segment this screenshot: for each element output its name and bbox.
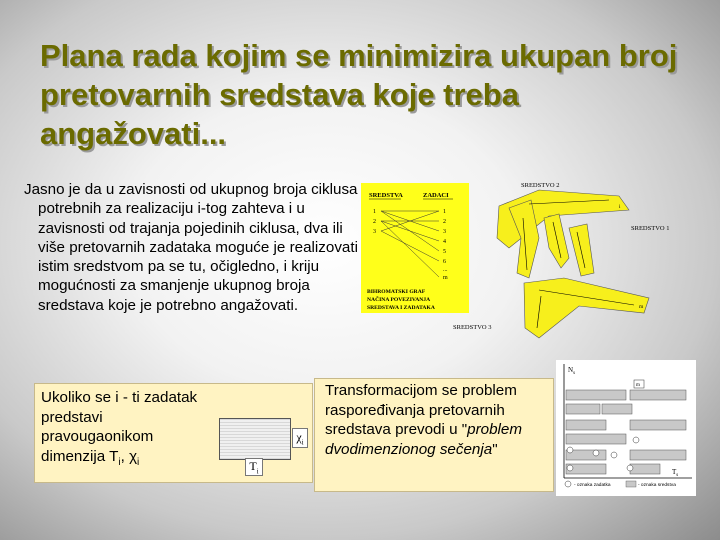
left-node-labels	[373, 209, 376, 235]
box-left-text-prefix: Ukoliko se i - ti zadatak predstavi pravougaonikom dimenzija T	[41, 389, 198, 465]
caption-line-3: SREDSTAVA I ZADATAKA	[367, 305, 435, 311]
bipartite-edges	[381, 211, 439, 277]
bipartite-graph-panel	[361, 183, 469, 313]
rect-height-label: $\chi_i$	[292, 428, 308, 448]
sredstvo-1-label: SREDSTVO 1	[631, 225, 670, 232]
cutting-diagram-panel	[556, 360, 696, 496]
sredstva-cycle-figure	[453, 178, 689, 358]
box-left-sub-t: i	[118, 456, 121, 468]
legend-sredstvo: - oznaka sredstva	[638, 483, 676, 488]
cutting-diagram-figure	[556, 360, 696, 496]
task-rectangle	[219, 418, 291, 460]
box-right	[314, 378, 554, 492]
legend-zadatak: - oznaka zadatka	[574, 483, 611, 488]
left-node-3: 3	[373, 229, 376, 235]
right-node-dots: ...	[443, 267, 448, 273]
right-node-5: 5	[443, 249, 446, 255]
marker-m-box: m	[636, 383, 640, 388]
right-node-2: 2	[443, 219, 446, 225]
box-right-text	[325, 381, 547, 459]
right-node-1: 1	[443, 209, 446, 215]
x-axis-label: $T_s$	[672, 468, 679, 478]
legend	[565, 481, 676, 488]
marker-m: m	[639, 304, 644, 310]
rect-width-label: $T_i$	[245, 458, 263, 476]
right-node-m: m	[443, 275, 448, 281]
y-axis-label: $N_s$	[568, 366, 576, 376]
graph-caption	[367, 289, 435, 311]
slide-title: Plana rada kojim se minimizira ukupan broj pretovarnih sredstava koje treba angažovati...	[40, 38, 678, 151]
gray-rectangles	[566, 390, 686, 474]
sredstvo-3-label: SREDSTVO 3	[453, 324, 492, 331]
box-left-sub-chi: i	[137, 456, 140, 468]
right-node-3: 3	[443, 229, 446, 235]
right-node-4: 4	[443, 239, 446, 245]
box-right-text-end: "	[492, 440, 498, 458]
box-left-text	[41, 388, 201, 472]
sredstva-cycle-diagram	[453, 178, 689, 358]
caption-line-2: NAČINA POVEZIVANJA	[367, 297, 431, 303]
box-left-text-mid: , χ	[120, 447, 138, 465]
right-node-labels	[443, 209, 448, 281]
left-node-2: 2	[373, 219, 376, 225]
sredstvo-2-label: SREDSTVO 2	[521, 182, 560, 189]
box-right-text-plain: Transformacijom se problem raspoređivanja pretovarnih sredstava prevodi u "	[325, 382, 517, 438]
bipartite-graph-figure	[361, 183, 469, 313]
col-zadaci-label: ZADACI	[423, 192, 449, 199]
box-left	[34, 383, 313, 483]
body-paragraph: Jasno je da u zavisnosti od ukupnog broja ciklusa potrebnih za realizaciju i-tog zahteva i u zavisnosti od trajanja pojedinih ciklusa, dva ili više pretovarnih zadataka moguće je realizovati istim sredstvom pa se tu, očigledno, i kriju mogućnosti za smanjenje ukupnog broja sredstava koje je potrebno angažovati.	[24, 181, 358, 314]
yellow-shapes	[497, 190, 649, 338]
marker-i: i	[619, 204, 621, 210]
box-right-text-italic: problem dvodimenzionog sečenja	[325, 421, 523, 458]
caption-line-1: BIHROMATSKI GRAF	[367, 289, 426, 295]
col-sredstva-label: SREDSTVA	[369, 192, 403, 199]
right-node-6: 6	[443, 259, 446, 265]
left-node-1: 1	[373, 209, 376, 215]
